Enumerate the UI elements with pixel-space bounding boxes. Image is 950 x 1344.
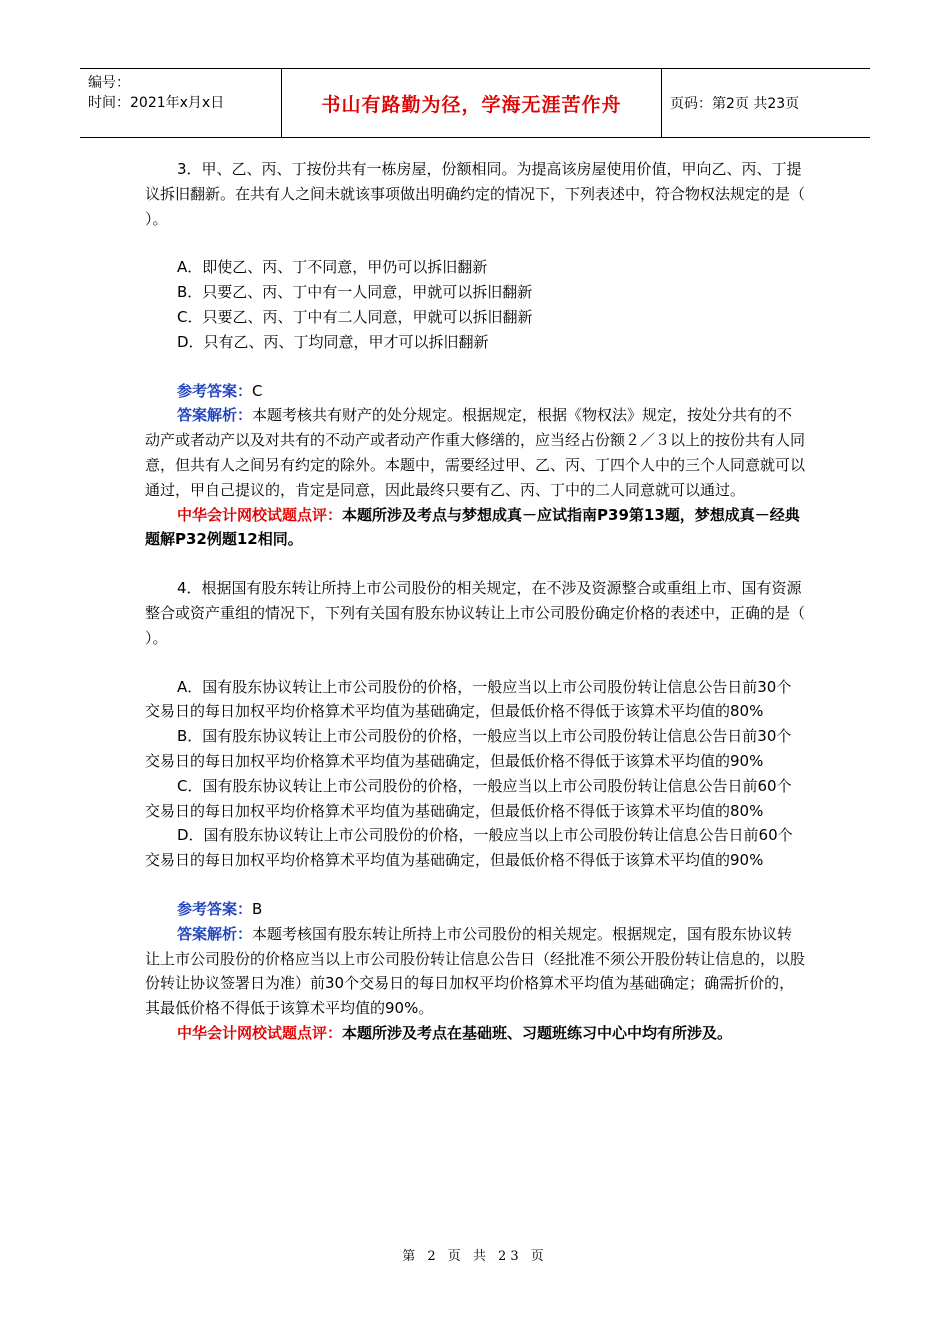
question-4-answer: [145, 897, 805, 922]
question-3-answer: [145, 379, 805, 404]
analysis-text: 本题考核国有股东转让所持上市公司股份的相关规定。根据规定，国有股东协议转让上市公司股份的价格应当以上市公司股份转让信息公告日（经批准不须公开股份转让信息的，以股份转让协议签署日为准）前30个交易日的每日加权平均价格算术平均值为基础确定；确需折价的，其最低价格不得低于该算术平均值的90%。: [145, 924, 806, 1018]
answer-label: 参考答案：: [177, 899, 253, 918]
header-motto: 书山有路勤为径，学海无涯苦作舟: [282, 69, 662, 137]
question-4-stem: 4．根据国有股东转让所持上市公司股份的相关规定，在不涉及资源整合或重组上市、国有资源整合或资产重组的情况下，下列有关国有股东协议转让上市公司股份确定价格的表述中，正确的是（ ）。: [145, 579, 806, 647]
question-3-comment: [145, 503, 805, 553]
question-3-option-c: C．只要乙、丙、丁中有二人同意，甲就可以拆旧翻新: [177, 307, 533, 326]
analysis-label: 答案解析：: [177, 406, 253, 425]
comment-text: 本题所涉及考点在基础班、习题班练习中心中均有所涉及。: [342, 1023, 733, 1042]
page-footer: 第 2 页 共 23 页: [402, 1249, 548, 1264]
header-page-info: 页码：第2页 共23页: [670, 96, 800, 112]
document-body: [145, 157, 805, 1046]
question-3-option-a: A．即使乙、丙、丁不同意，甲仍可以拆旧翻新: [177, 258, 488, 277]
header-meta: [80, 69, 282, 137]
answer-label: 参考答案：: [177, 381, 253, 400]
question-4-analysis: [145, 922, 805, 1021]
question-3-stem: 3．甲、乙、丙、丁按份共有一栋房屋，份额相同。为提高该房屋使用价值，甲向乙、丙、丁提议拆旧翻新。在共有人之间未就该事项做出明确约定的情况下，下列表述中，符合物权法规定的是（ ）。: [145, 160, 806, 228]
answer-value: B: [252, 899, 263, 918]
document-date: 时间：2021年x月x日: [88, 95, 225, 111]
comment-label: 中华会计网校试题点评：: [177, 1023, 343, 1042]
question-4-comment: [145, 1021, 805, 1046]
analysis-text: 本题考核共有财产的处分规定。根据规定，根据《物权法》规定，按处分共有的不动产或者动产以及对共有的不动产或者动产作重大修缮的，应当经占份额２／３以上的按份共有人同意，但共有人之间另有约定的除外。本题中，需要经过甲、乙、丙、丁四个人中的三个人同意就可以通过，甲自己提议的，肯定是同意，因此最终只要有乙、丙、丁中的二人同意就可以通过。: [145, 406, 806, 499]
comment-text: 本题所涉及考点与梦想成真－应试指南P39第13题，梦想成真－经典题解P32例题12相同。: [145, 505, 800, 549]
question-4-option-d: D．国有股东协议转让上市公司股份的价格，一般应当以上市公司股份转让信息公告日前60个交易日的每日加权平均价格算术平均值为基础确定，但最低价格不得低于该算术平均值的90%: [145, 826, 793, 870]
answer-value: C: [252, 381, 263, 400]
question-4-option-b: B．国有股东协议转让上市公司股份的价格，一般应当以上市公司股份转让信息公告日前30个交易日的每日加权平均价格算术平均值为基础确定，但最低价格不得低于该算术平均值的90%: [145, 727, 792, 770]
question-3-analysis: [145, 403, 805, 502]
analysis-label: 答案解析：: [177, 924, 253, 943]
question-4-option-c: C．国有股东协议转让上市公司股份的价格，一般应当以上市公司股份转让信息公告日前60个交易日的每日加权平均价格算术平均值为基础确定，但最低价格不得低于该算术平均值的80%: [145, 776, 792, 820]
question-3-option-d: D．只有乙、丙、丁均同意，甲才可以拆旧翻新: [177, 332, 489, 351]
comment-label: 中华会计网校试题点评：: [177, 505, 343, 524]
document-number-label: 编号：: [88, 75, 130, 91]
question-3-option-b: B．只要乙、丙、丁中有一人同意，甲就可以拆旧翻新: [177, 283, 533, 302]
page-header: [80, 68, 870, 138]
question-4-option-a: A．国有股东协议转让上市公司股份的价格，一般应当以上市公司股份转让信息公告日前30个交易日的每日加权平均价格算术平均值为基础确定，但最低价格不得低于该算术平均值的80%: [145, 677, 792, 721]
